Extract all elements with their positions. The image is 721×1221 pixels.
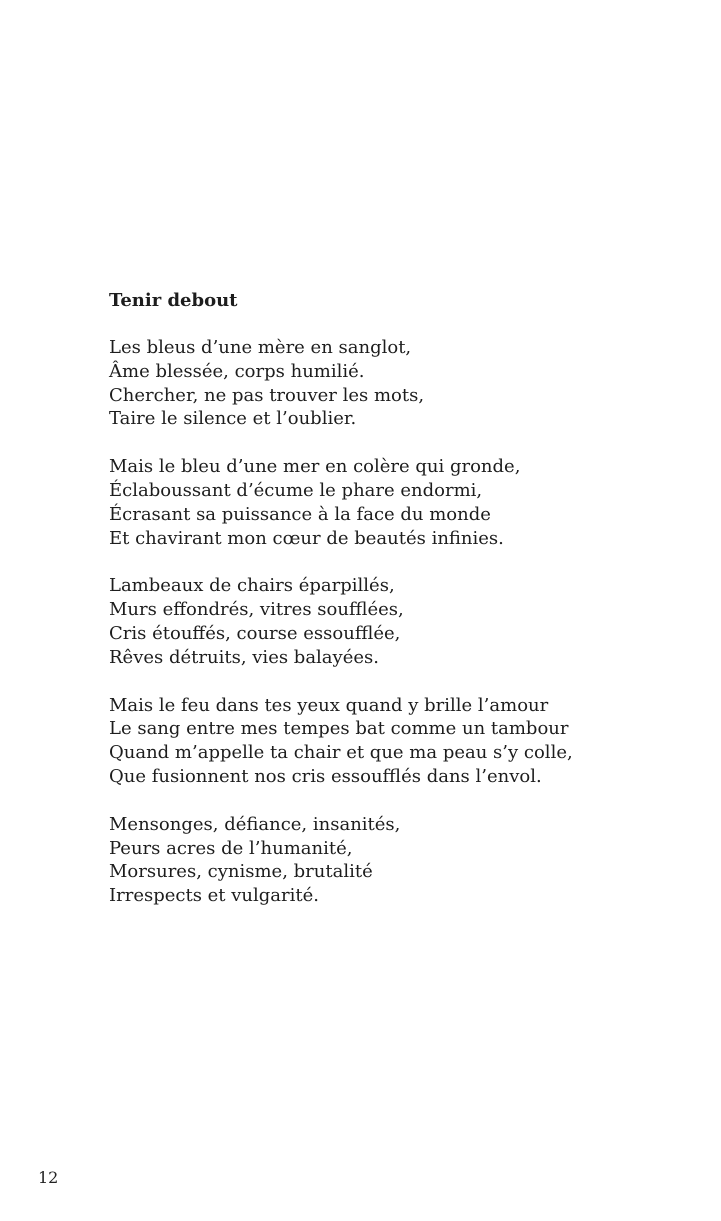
poem (109, 289, 699, 932)
poem-line: Que fusionnent nos cris essoufflés dans l’envol. (109, 765, 542, 787)
poem-line: Rêves détruits, vies balayées. (109, 646, 379, 668)
poem-line: Mais le feu dans tes yeux quand y brille l’amour (109, 694, 549, 716)
poem-line: Âme blessée, corps humilié. (109, 360, 365, 382)
poem-line: Taire le silence et l’oublier. (109, 408, 357, 430)
poem-line: Irrespects et vulgarité. (109, 885, 320, 907)
poem-line: Mais le bleu d’une mer en colère qui gronde, (109, 456, 521, 478)
page-number: 12 (38, 1168, 59, 1187)
poem-line: Peurs acres de l’humanité, (109, 837, 353, 859)
poem-line: Et chavirant mon cœur de beautés infinies. (109, 527, 504, 549)
poem-line: Écrasant sa puissance à la face du monde (109, 503, 491, 525)
poem-line: Éclaboussant d’écume le phare endormi, (109, 479, 483, 501)
poem-line: Morsures, cynisme, brutalité (109, 861, 373, 883)
stanza-5 (109, 813, 699, 908)
poem-line: Cris étouffés, course essoufflée, (109, 622, 401, 644)
stanza-2 (109, 455, 699, 550)
poem-line: Mensonges, défiance, insanités, (109, 813, 401, 835)
stanza-4 (109, 694, 699, 789)
stanza-3 (109, 574, 699, 669)
poem-line: Murs effondrés, vitres soufflées, (109, 599, 404, 621)
poem-title: Tenir debout (109, 290, 238, 311)
poem-line: Lambeaux de chairs éparpillés, (109, 575, 395, 597)
stanza-1 (109, 336, 699, 431)
poem-line: Le sang entre mes tempes bat comme un tambour (109, 718, 569, 740)
poem-line: Chercher, ne pas trouver les mots, (109, 384, 425, 406)
poem-line: Les bleus d’une mère en sanglot, (109, 337, 412, 358)
poem-line: Quand m’appelle ta chair et que ma peau s’y colle, (109, 742, 573, 764)
